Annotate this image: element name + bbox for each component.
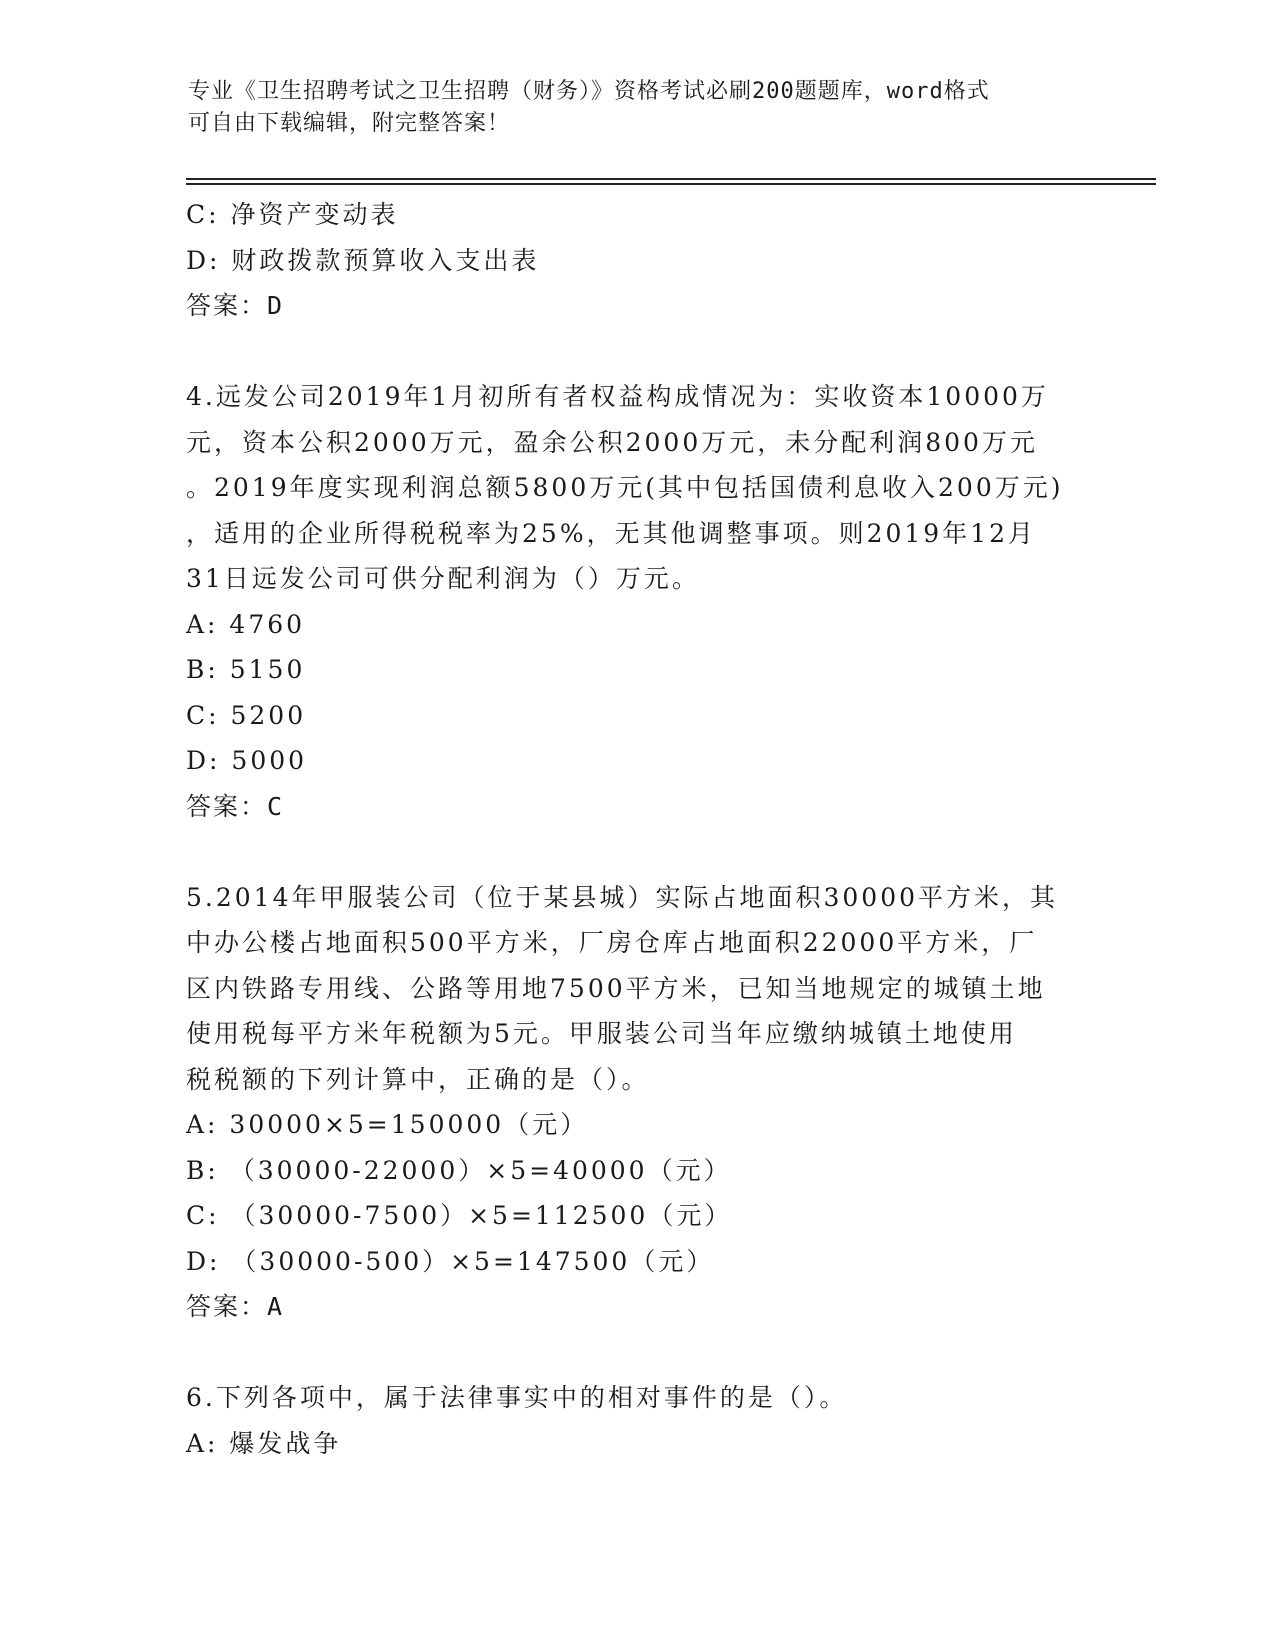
q5-stem-line: 中办公楼占地面积500平方米，厂房仓库占地面积22000平方米，厂	[186, 928, 1038, 957]
q4-option-a: A: 4760	[186, 609, 306, 639]
q5-stem-line: 区内铁路专用线、公路等用地7500平方米，已知当地规定的城镇土地	[186, 973, 1046, 1003]
spacer	[186, 329, 1086, 375]
question-list	[186, 192, 1086, 1466]
q3-option-d: D: 财政拨款预算收入支出表	[186, 245, 540, 275]
q5-stem-line: 税税额的下列计算中，正确的是（）。	[186, 1064, 650, 1094]
q4-answer: 答案：C	[186, 791, 285, 821]
q5-option-d: D: （30000-500）×5=147500（元）	[186, 1246, 715, 1276]
q6-option-a: A: 爆发战争	[186, 1428, 342, 1458]
q3-option-c: C: 净资产变动表	[186, 200, 399, 229]
q5-stem-line: 使用税每平方米年税额为5元。甲服装公司当年应缴纳城镇土地使用	[186, 1019, 1017, 1048]
q4-stem-line: ，适用的企业所得税税率为25%，无其他调整事项。则2019年12月	[186, 518, 1037, 548]
q4-stem-line: 元，资本公积2000万元，盈余公积2000万元，未分配利润800万元	[186, 427, 1038, 457]
q4-stem-line: 4.远发公司2019年1月初所有者权益构成情况为：实收资本10000万	[186, 382, 1049, 411]
header-title-line-2: 可自由下载编辑，附完整答案！	[188, 111, 511, 136]
q5-answer: 答案：A	[186, 1292, 285, 1321]
header-title-line-1: 专业《卫生招聘考试之卫生招聘（财务）》资格考试必刷200题题库，word格式	[188, 79, 990, 104]
document-header	[188, 76, 1068, 140]
q4-stem-line: 31日远发公司可供分配利润为（）万元。	[186, 564, 700, 593]
q5-option-b: B: （30000-22000）×5=40000（元）	[186, 1155, 732, 1185]
header-divider-bottom	[186, 183, 1156, 185]
q6-stem-line: 6.下列各项中，属于法律事实中的相对事件的是（）。	[186, 1383, 848, 1412]
q5-option-c: C: （30000-7500）×5=112500（元）	[186, 1201, 733, 1230]
q5-stem-line: 5.2014年甲服装公司（位于某县城）实际占地面积30000平方米，其	[186, 882, 1059, 912]
q4-stem-line: 。2019年度实现利润总额5800万元(其中包括国债利息收入200万元)	[186, 473, 1064, 502]
header-divider-top	[186, 178, 1156, 180]
q4-option-b: B: 5150	[186, 655, 306, 684]
q4-option-c: C: 5200	[186, 700, 307, 730]
q5-option-a: A: 30000×5=150000（元）	[186, 1110, 589, 1139]
spacer	[186, 829, 1086, 875]
spacer	[186, 1330, 1086, 1376]
q4-option-d: D: 5000	[186, 746, 308, 775]
q3-answer: 答案：D	[186, 291, 285, 320]
